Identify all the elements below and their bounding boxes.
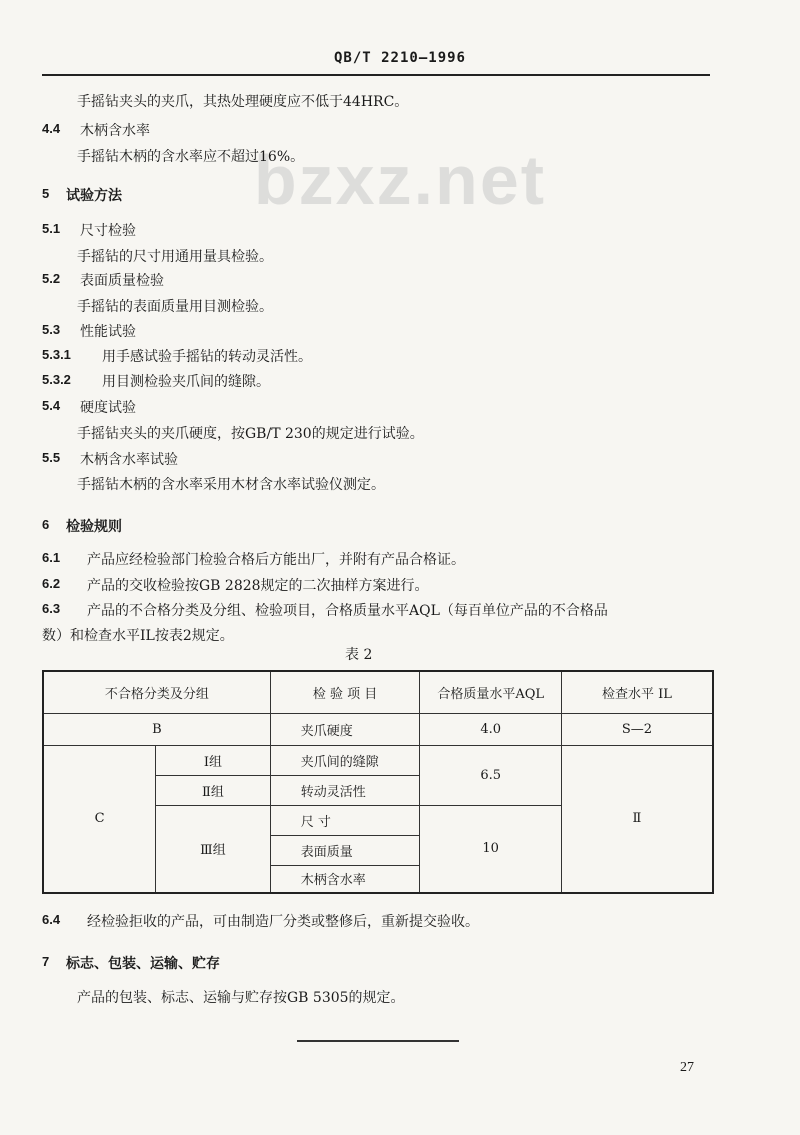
page-number: 27 xyxy=(680,1060,694,1075)
section-number: 5.3.2 xyxy=(42,372,71,387)
paragraph: 产品的不合格分类及分组、检验项目，合格质量水平AQL（每百单位产品的不合格品 xyxy=(87,603,608,619)
section-number: 5.5 xyxy=(42,450,61,465)
table-cell: C xyxy=(43,745,156,893)
section-title: 性能试验 xyxy=(80,324,136,340)
paragraph: 产品的包装、标志、运输与贮存按GB 5305的规定。 xyxy=(77,990,405,1006)
section-heading: 标志、包装、运输、贮存 xyxy=(66,956,220,972)
paragraph: 经检验拒收的产品，可由制造厂分类或整修后，重新提交验收。 xyxy=(87,914,479,930)
section-number: 7 xyxy=(42,954,50,969)
table-cell: 转动灵活性 xyxy=(270,775,420,805)
table-cell: Ⅱ xyxy=(561,745,713,893)
section-number: 6.3 xyxy=(42,601,61,616)
table-cell: 木柄含水率 xyxy=(270,865,420,893)
paragraph: 手摇钻的表面质量用目测检验。 xyxy=(77,299,273,315)
table-cell: Ⅰ组 xyxy=(156,745,271,775)
paragraph: 产品应经检验部门检验合格后方能出厂，并附有产品合格证。 xyxy=(87,552,465,568)
table-cell: 6.5 xyxy=(420,745,562,805)
table-cell: 10 xyxy=(420,805,562,893)
table-cell: 表面质量 xyxy=(270,835,420,865)
paragraph: 手摇钻夹头的夹爪硬度，按GB/T 230的规定进行试验。 xyxy=(77,426,424,442)
section-title: 尺寸检验 xyxy=(80,223,136,239)
section-number: 6 xyxy=(42,517,50,532)
paragraph: 手摇钻木柄的含水率应不超过16%。 xyxy=(77,149,305,165)
table-caption: 表 2 xyxy=(345,647,373,663)
section-number: 5.4 xyxy=(42,398,61,413)
paragraph: 用目测检验夹爪间的缝隙。 xyxy=(102,374,270,390)
table-cell: B xyxy=(43,713,270,745)
table-cell: Ⅲ组 xyxy=(156,805,271,893)
section-number: 6.4 xyxy=(42,912,61,927)
section-title: 表面质量检验 xyxy=(80,273,164,289)
section-title: 木柄含水率 xyxy=(80,123,150,139)
section-number: 5.3.1 xyxy=(42,347,71,362)
section-number: 5 xyxy=(42,186,50,201)
section-heading: 检验规则 xyxy=(66,519,122,535)
section-number: 5.2 xyxy=(42,271,61,286)
section-number: 6.2 xyxy=(42,576,61,591)
table-header: 不合格分类及分组 xyxy=(43,671,270,713)
table-header: 检 验 项 目 xyxy=(270,671,420,713)
section-title: 硬度试验 xyxy=(80,400,136,416)
footer-rule xyxy=(297,1040,459,1042)
section-title: 木柄含水率试验 xyxy=(80,452,178,468)
table-header: 检查水平 IL xyxy=(561,671,713,713)
document-code: QB/T 2210—1996 xyxy=(333,50,466,66)
table-cell: S—2 xyxy=(561,713,713,745)
paragraph: 数）和检查水平IL按表2规定。 xyxy=(42,628,234,644)
section-number: 5.3 xyxy=(42,322,61,337)
table-cell: 尺 寸 xyxy=(270,805,420,835)
paragraph: 手摇钻夹头的夹爪，其热处理硬度应不低于44HRC。 xyxy=(77,94,409,110)
header-rule xyxy=(42,74,710,76)
table-header: 合格质量水平AQL xyxy=(420,671,562,713)
watermark: bzxz.net xyxy=(253,141,547,219)
paragraph: 用手感试验手摇钻的转动灵活性。 xyxy=(102,349,312,365)
paragraph: 手摇钻的尺寸用通用量具检验。 xyxy=(77,249,273,265)
table-cell: 夹爪硬度 xyxy=(270,713,420,745)
section-number: 5.1 xyxy=(42,221,61,236)
table-cell: Ⅱ组 xyxy=(156,775,271,805)
section-number: 6.1 xyxy=(42,550,61,565)
section-heading: 试验方法 xyxy=(66,188,122,204)
paragraph: 手摇钻木柄的含水率采用木材含水率试验仪测定。 xyxy=(77,477,385,493)
table-cell: 4.0 xyxy=(420,713,562,745)
section-number: 4.4 xyxy=(42,121,61,136)
table-cell: 夹爪间的缝隙 xyxy=(270,745,420,775)
inspection-table xyxy=(42,670,714,894)
paragraph: 产品的交收检验按GB 2828规定的二次抽样方案进行。 xyxy=(87,578,429,594)
